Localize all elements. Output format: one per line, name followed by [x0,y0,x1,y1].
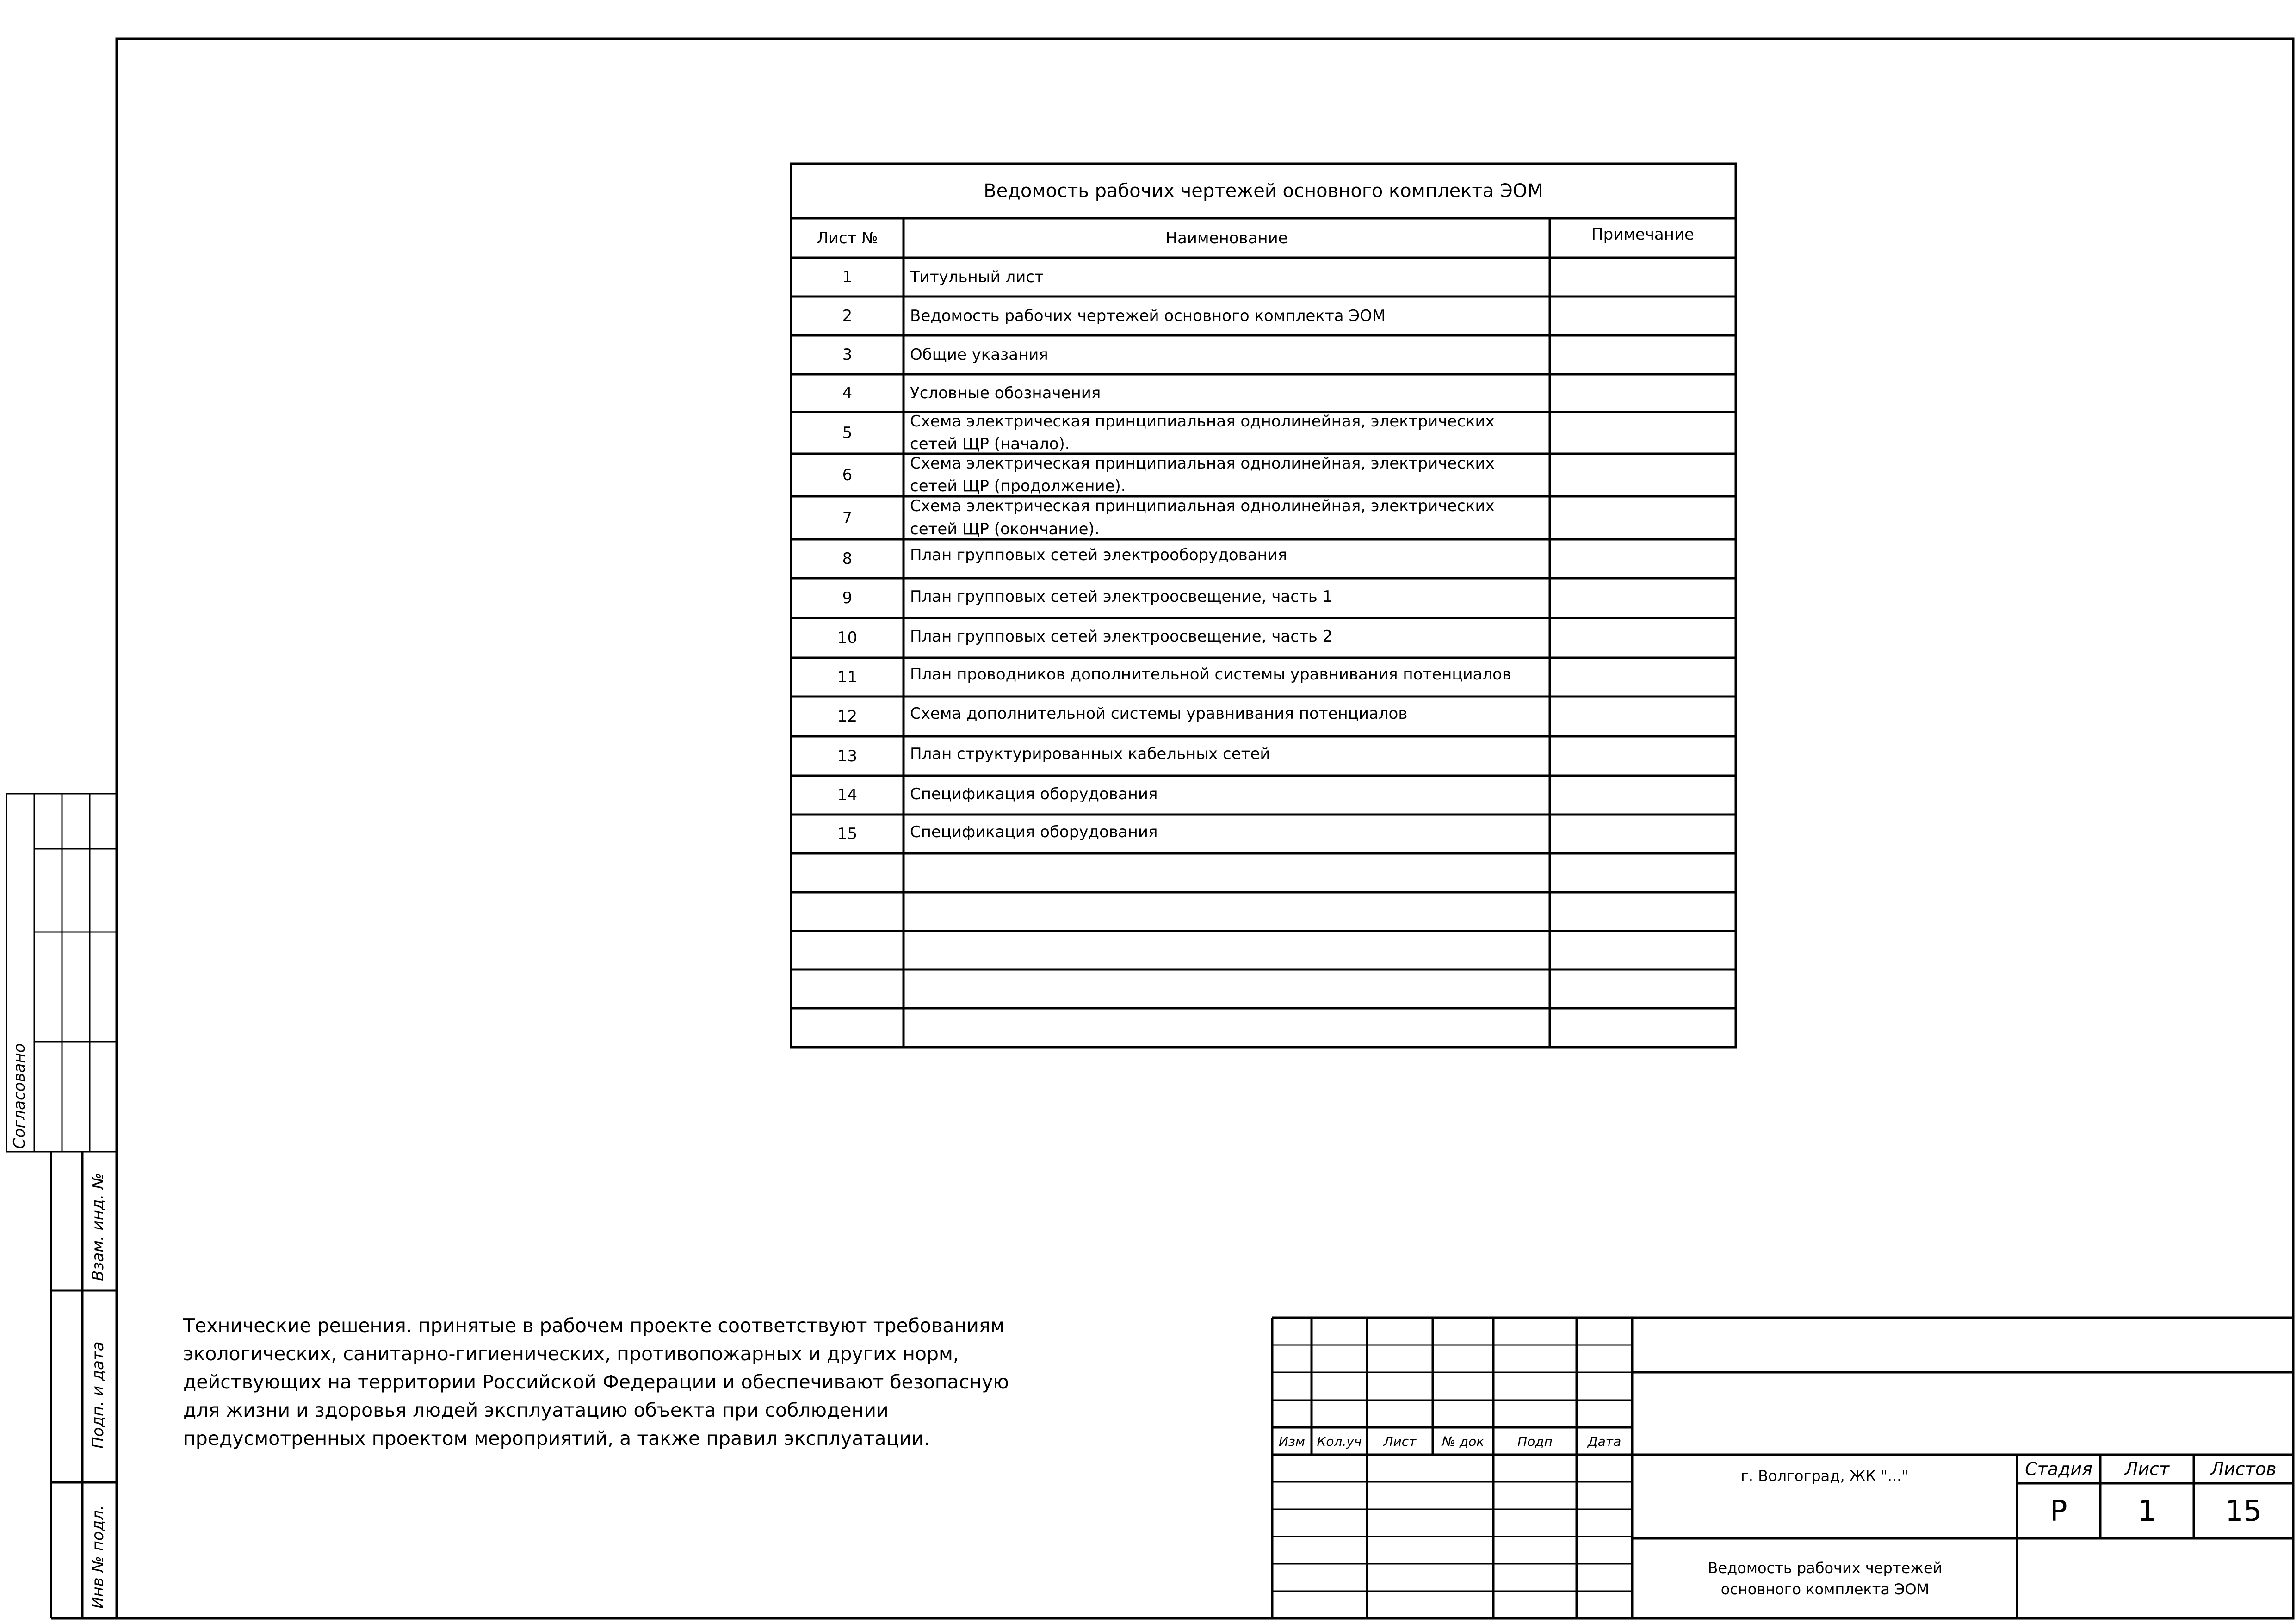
row-num: 6 [842,466,853,484]
note-line: действующих на территории Российской Федерации и обеспечивают безопасную [183,1371,1009,1393]
row-name: План групповых сетей электроосвещение, часть 1 [910,587,1333,606]
sheets-value: 15 [2225,1494,2262,1528]
row-name: Спецификация оборудования [910,823,1158,841]
stage-value: Р [2050,1494,2067,1528]
row-num: 8 [842,549,853,568]
note-line: Технические решения. принятые в рабочем проекте соответствуют требованиям [183,1314,1005,1337]
row-name: Спецификация оборудования [910,785,1158,803]
row-name: План структурированных кабельных сетей [910,744,1270,763]
row-num: 11 [837,668,858,686]
row-name: Ведомость рабочих чертежей основного комплекта ЭОМ [910,307,1386,325]
row-name: План проводников дополнительной системы уравнивания потенциалов [910,665,1511,684]
general-notes [183,1312,1108,1453]
note-line: для жизни и здоровья людей эксплуатацию объекта при соблюдении [183,1399,889,1421]
sheet-label: Лист [2124,1459,2170,1479]
row-num: 2 [842,307,853,325]
row-name: Общие указания [910,346,1048,364]
note-line: предусмотренных проектом мероприятий, а также правил эксплуатации. [183,1427,930,1450]
row-num: 4 [842,384,853,402]
row-name: Схема электрическая принципиальная однолинейная, электрических сетей ЩР (окончание). [910,497,1495,538]
header-name: Наименование [1165,228,1288,247]
row-num: 12 [837,707,858,726]
rev-header-sign: Подп [1517,1433,1553,1449]
row-num: 10 [837,629,858,647]
row-num: 1 [842,268,853,286]
row-num: 14 [837,786,858,804]
rev-header-list: Лист [1383,1433,1417,1449]
approved-label: Согласовано [10,1043,29,1149]
note-line: экологических, санитарно-гигиенических, противопожарных и других норм, [183,1343,959,1365]
row-num: 13 [837,747,858,765]
sheets-label: Листов [2210,1459,2277,1479]
row-name: Схема электрическая принципиальная однолинейная, электрических сетей ЩР (продолжение). [910,454,1495,495]
sheet-title: Ведомость рабочих чертежей основного комплекта ЭОМ [1708,1559,1943,1598]
location: г. Волгоград, ЖК "..." [1740,1467,1909,1485]
row-num: 15 [837,825,858,843]
rev-header-date: Дата [1587,1433,1621,1449]
row-name: Условные обозначения [910,384,1101,402]
ref-no-label: Взам. инд. № [89,1173,107,1281]
row-num: 5 [842,424,853,442]
row-name: План групповых сетей электрооборудования [910,546,1287,564]
row-name: План групповых сетей электроосвещение, часть 2 [910,627,1333,646]
header-sheet-no: Лист № [817,228,878,247]
row-name: Схема дополнительной системы уравнивания потенциалов [910,704,1408,723]
row-num: 7 [842,508,853,527]
row-num: 3 [842,346,853,364]
register-title: Ведомость рабочих чертежей основного комплекта ЭОМ [984,180,1543,202]
row-name: Титульный лист [910,268,1044,286]
sheet-value: 1 [2138,1494,2156,1528]
rev-header-doc: № док [1442,1433,1485,1449]
stage-label: Стадия [2025,1459,2092,1479]
row-num: 9 [842,589,853,607]
sign-date-label: Подп. и дата [89,1341,107,1449]
rev-header-kol: Кол.уч [1317,1433,1362,1449]
inv-no-label: Инв № подл. [89,1505,107,1609]
rev-header-izm: Изм [1279,1433,1305,1449]
row-name: Схема электрическая принципиальная однолинейная, электрических сетей ЩР (начало). [910,412,1495,453]
header-note: Примечание [1591,225,1694,244]
